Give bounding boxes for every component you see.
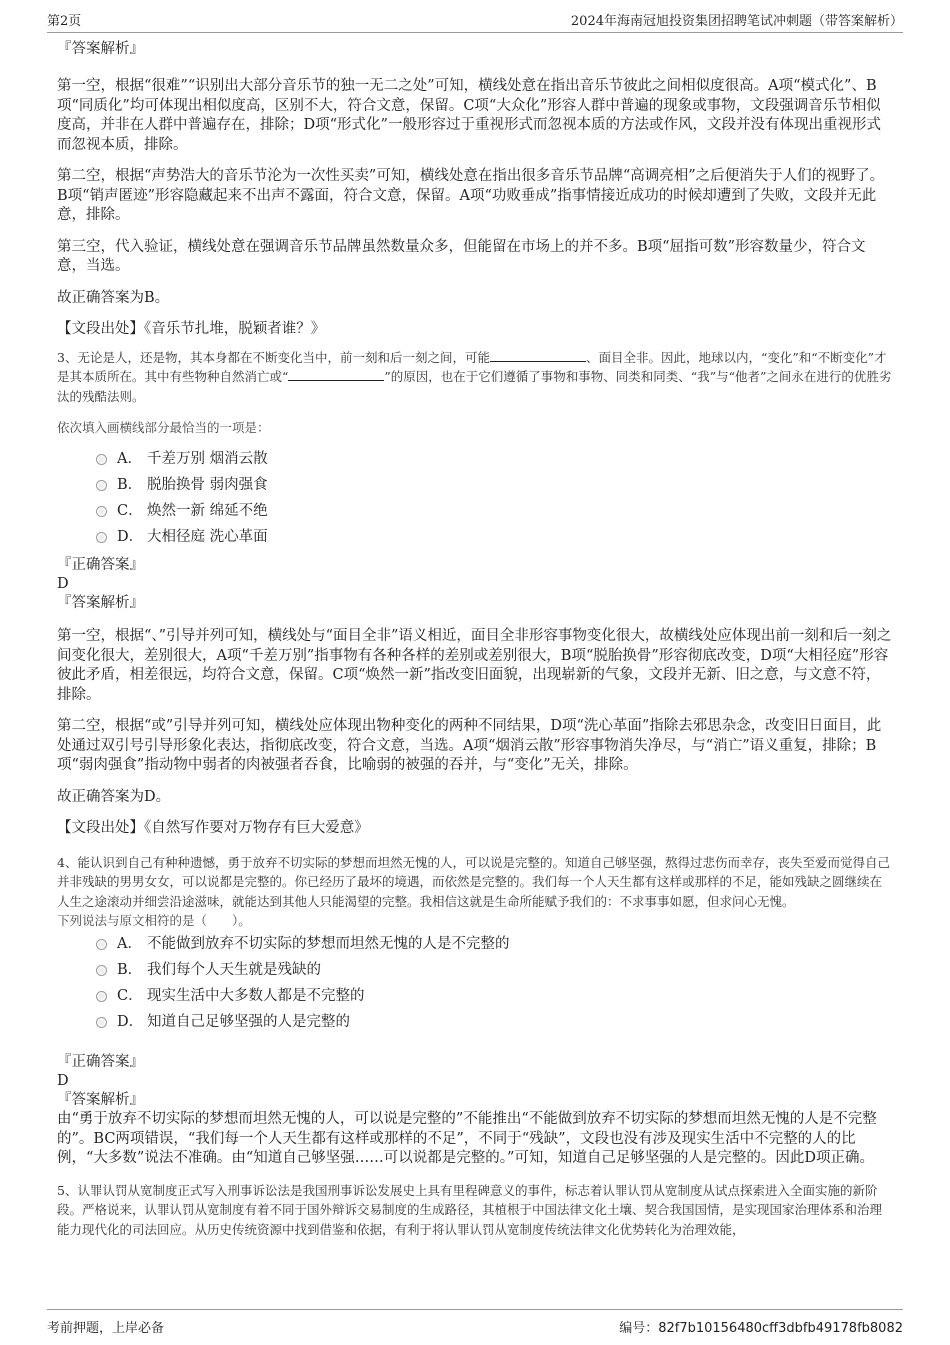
radio-icon[interactable] bbox=[96, 480, 107, 491]
q4-option-d[interactable]: D． 知道自己足够坚强的人是完整的 bbox=[96, 1009, 893, 1035]
q3-option-c[interactable]: C． 焕然一新 绵延不绝 bbox=[96, 498, 893, 524]
page-content bbox=[57, 40, 893, 1239]
q3-analysis-para1: 第一空，根据“、”引导并列可知，横线处与“面目全非”语义相近，面目全非形容事物变化很大，故横线处应体现出前一刻和后一刻之间变化很大，差别很大，A项“千差万别”指事物有各种各样的差别或差别很大，B项“脱胎换骨”形容彻底改变，D项“大相径庭”形容彼此矛盾，相差很远，均符合文意，保留。C项“焕然一新”指改变旧面貌，出现崭新的气象，文段并无新、旧之意，与文意不符，排除。 bbox=[57, 628, 892, 703]
q3-source: 【文段出处】《自然写作要对万物存有巨大爱意》 bbox=[57, 820, 369, 836]
q4-question: 4、能认识到自己有种种遗憾，勇于放弃不切实际的梦想而坦然无愧的人，可以说是完整的。知道自己够坚强，熬得过悲伤而幸存，丧失至爱而觉得自己并非残缺的男男女女，可以说都是完整的。你已经历了最坏的境遇，而依然是完整的。我们每一个人天生都有这样或那样的不足，能如残缺之圆继续在人生之途滚动并细尝沿途滋味，就能达到其他人只能渴望的完整。我相信这就是生命所能赋予我们的：不求事事如愿，但求问心无愧。 bbox=[57, 854, 890, 909]
radio-icon[interactable] bbox=[96, 965, 107, 976]
document-code: 编号：82f7b10156480cff3dbfb49178fb8082 bbox=[619, 1321, 903, 1336]
q4-option-b[interactable]: B． 我们每个人天生就是残缺的 bbox=[96, 957, 893, 983]
q3-option-b[interactable]: B． 脱胎换骨 弱肉强食 bbox=[96, 472, 893, 498]
q4-option-a[interactable]: A． 不能做到放弃不切实际的梦想而坦然无愧的人是不完整的 bbox=[96, 931, 893, 957]
q3-prompt: 依次填入画横线部分最恰当的一项是： bbox=[57, 420, 270, 435]
q3-option-a[interactable]: A． 千差万别 烟消云散 bbox=[96, 446, 893, 472]
page-header bbox=[47, 10, 903, 33]
analysis-label: 『答案解析』 bbox=[57, 1092, 144, 1108]
q3-blank-1 bbox=[490, 349, 586, 362]
footer-slogan: 考前押题，上岸必备 bbox=[47, 1321, 165, 1336]
q3-option-d[interactable]: D． 大相径庭 洗心革面 bbox=[96, 524, 893, 550]
q2-analysis-para2: 第二空，根据“声势浩大的音乐节沦为一次性买卖”可知，横线处意在指出很多音乐节品牌“高调亮相”之后便消失于人们的视野了。B项“销声匿迹”形容隐藏起来不出声不露面，符合文意，保留。A项“功败垂成”指事情接近成功的时候却遭到了失败，文段并无此意，排除。 bbox=[57, 168, 885, 223]
q2-conclusion: 故正确答案为B。 bbox=[57, 289, 170, 306]
q3-conclusion: 故正确答案为D。 bbox=[57, 788, 171, 805]
correct-answer-label: 『正确答案』 bbox=[57, 557, 144, 573]
radio-icon[interactable] bbox=[96, 1017, 107, 1028]
radio-icon[interactable] bbox=[96, 532, 107, 543]
q2-source: 【文段出处】《音乐节扎堆，脱颖者谁？》 bbox=[57, 321, 326, 337]
q4-option-c[interactable]: C． 现实生活中大多数人都是不完整的 bbox=[96, 983, 893, 1009]
q4-answer: D bbox=[57, 1073, 69, 1089]
q3-blank-2 bbox=[288, 368, 384, 381]
q3-analysis-para2: 第二空，根据“或”引导并列可知，横线处应体现出物种变化的两种不同结果，D项“洗心革面”指除去邪思杂念，改变旧日面目，此处通过双引号引导形象化表达，指彻底改变，符合文意，当选。A项“烟消云散”形容事物消失净尽，与“消亡”语义重复，排除；B项“弱肉强食”指动物中弱者的肉被强者吞食，比喻弱的被强的吞并，与“变化”无关，排除。 bbox=[57, 718, 882, 773]
q3-options bbox=[96, 446, 893, 550]
page-number: 第2页 bbox=[47, 14, 82, 29]
analysis-label: 『答案解析』 bbox=[57, 41, 144, 57]
analysis-label: 『答案解析』 bbox=[57, 595, 144, 611]
q2-analysis-para1: 第一空，根据“很难”“识别出大部分音乐节的独一无二之处”可知，横线处意在指出音乐节彼此之间相似度很高。A项“模式化”、B项“同质化”均可体现出相似度高，区别不大，符合文意，保留。C项“大众化”形容人群中普遍的现象或事物，文段强调音乐节相似度高，并非在人群中普遍存在，排除；D项“形式化”一般形容过于重视形式而忽视本质的方法或作风，文段并没有体现出重视形式而忽视本质，排除。 bbox=[57, 78, 881, 153]
q4-analysis: 由“勇于放弃不切实际的梦想而坦然无愧的人，可以说是完整的”不能推出“不能做到放弃不切实际的梦想而坦然无愧的人是不完整的”。BC两项错误，“我们每一个人天生都有这样或那样的不足”，不同于“残缺”，文段也没有涉及现实生活中不完整的人的比例，“大多数”说法不准确。由“知道自己够坚强……可以说都是完整的。”可知，知道自己足够坚强的人是完整的。因此D项正确。 bbox=[57, 1111, 877, 1166]
q4-options bbox=[96, 931, 893, 1035]
q3-question: 3、无论是人，还是物，其本身都在不断变化当中，前一刻和后一刻之间，可能 、面目全非。因此，地球以内，“变化”和“不断变化”才是其本质所在。其中有些物种自然消亡或“ ”的原因，也在于它们遵循了事物和事物、同类和同类、“我”与“他者”之间永在进行的优胜劣汰的残酷法则。 bbox=[57, 349, 892, 404]
radio-icon[interactable] bbox=[96, 991, 107, 1002]
q3-answer: D bbox=[57, 576, 69, 592]
correct-answer-label: 『正确答案』 bbox=[57, 1054, 144, 1070]
page-footer bbox=[47, 1309, 903, 1336]
radio-icon[interactable] bbox=[96, 454, 107, 465]
q2-analysis-para3: 第三空，代入验证，横线处意在强调音乐节品牌虽然数量众多，但能留在市场上的并不多。B项“屈指可数”形容数量少，符合文意，当选。 bbox=[57, 238, 866, 274]
radio-icon[interactable] bbox=[96, 506, 107, 517]
radio-icon[interactable] bbox=[96, 939, 107, 950]
q5-question: 5、认罪认罚从宽制度正式写入刑事诉讼法是我国刑事诉讼发展史上具有里程碑意义的事件，标志着认罪认罚从宽制度从试点探索进入全面实施的新阶段。严格说来，认罪认罚从宽制度有着不同于国外辩诉交易制度的生成路径，其植根于中国法律文化土壤、契合我国国情，是实现国家治理体系和治理能力现代化的司法回应。从历史传统资源中找到借鉴和依据，有利于将认罪认罚从宽制度传统法律文化优势转化为治理效能， bbox=[57, 1182, 883, 1237]
q4-prompt: 下列说法与原文相符的是（ ）。 bbox=[57, 913, 251, 928]
document-title: 2024年海南冠旭投资集团招聘笔试冲刺题（带答案解析） bbox=[570, 14, 903, 29]
